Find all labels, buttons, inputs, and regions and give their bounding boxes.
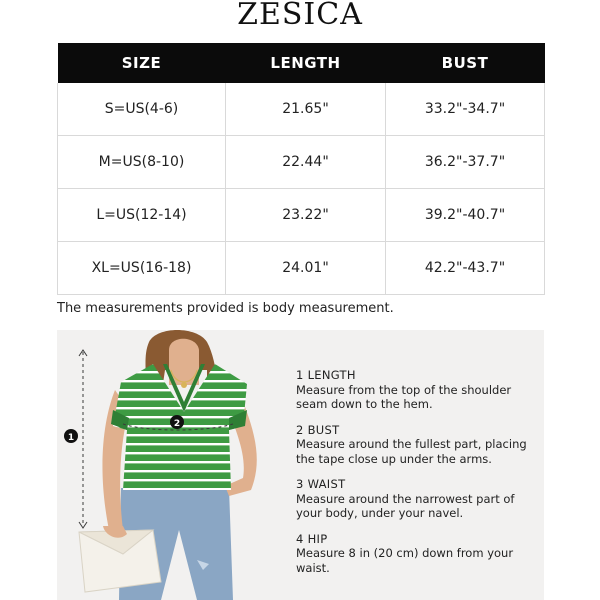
length-cell: 23.22" [226, 189, 386, 242]
clutch-bag [79, 530, 161, 592]
size-cell: M=US(8-10) [58, 136, 226, 189]
instruction-bust [296, 423, 544, 467]
measurement-instructions [296, 368, 544, 586]
instruction-text: the tape close up under the arms. [296, 451, 492, 466]
length-cell: 24.01" [226, 242, 386, 295]
instruction-text: Measure 8 in (20 cm) down from your waist. [296, 546, 514, 575]
size-cell: XL=US(16-18) [58, 242, 226, 295]
bust-cell: 36.2"-37.7" [386, 136, 545, 189]
table-row [58, 189, 545, 242]
size-cell: S=US(4-6) [58, 83, 226, 136]
neck-shape [169, 339, 199, 385]
size-chart-table [57, 43, 545, 295]
measurement-note: The measurements provided is body measurement. [57, 301, 394, 316]
header-bust: BUST [386, 43, 545, 83]
instruction-title: 3 WAIST [296, 477, 346, 491]
length-cell: 21.65" [226, 83, 386, 136]
instruction-length [296, 368, 544, 412]
instruction-hip [296, 532, 544, 576]
header-size: SIZE [58, 43, 226, 83]
bust-cell: 33.2"-34.7" [386, 83, 545, 136]
marker-2-label: 2 [173, 419, 181, 429]
instruction-title: 4 HIP [296, 531, 328, 546]
marker-1-label: 1 [67, 433, 75, 443]
instruction-text: Measure around the fullest part, placing [296, 437, 527, 451]
brand-logo: ZESICA [237, 0, 363, 32]
measurement-guide-panel [57, 330, 544, 600]
instruction-text: your body, under your navel. [296, 506, 464, 520]
bust-cell: 42.2"-43.7" [386, 242, 545, 295]
bust-cell: 39.2"-40.7" [386, 189, 545, 242]
instruction-title: 1 LENGTH [296, 368, 356, 382]
table-row [58, 242, 545, 295]
instruction-text: Measure around the narrowest part of [296, 491, 515, 506]
size-cell: L=US(12-14) [58, 189, 226, 242]
table-row [58, 83, 545, 136]
length-cell: 22.44" [226, 136, 386, 189]
instruction-text: seam down to the hem. [296, 397, 433, 411]
instruction-title: 2 BUST [296, 422, 340, 437]
model-figure [57, 330, 287, 600]
instruction-waist [296, 477, 544, 521]
table-header-row [58, 43, 545, 83]
table-row [58, 136, 545, 189]
header-length: LENGTH [226, 43, 386, 83]
instruction-text: Measure from the top of the shoulder [296, 382, 512, 397]
